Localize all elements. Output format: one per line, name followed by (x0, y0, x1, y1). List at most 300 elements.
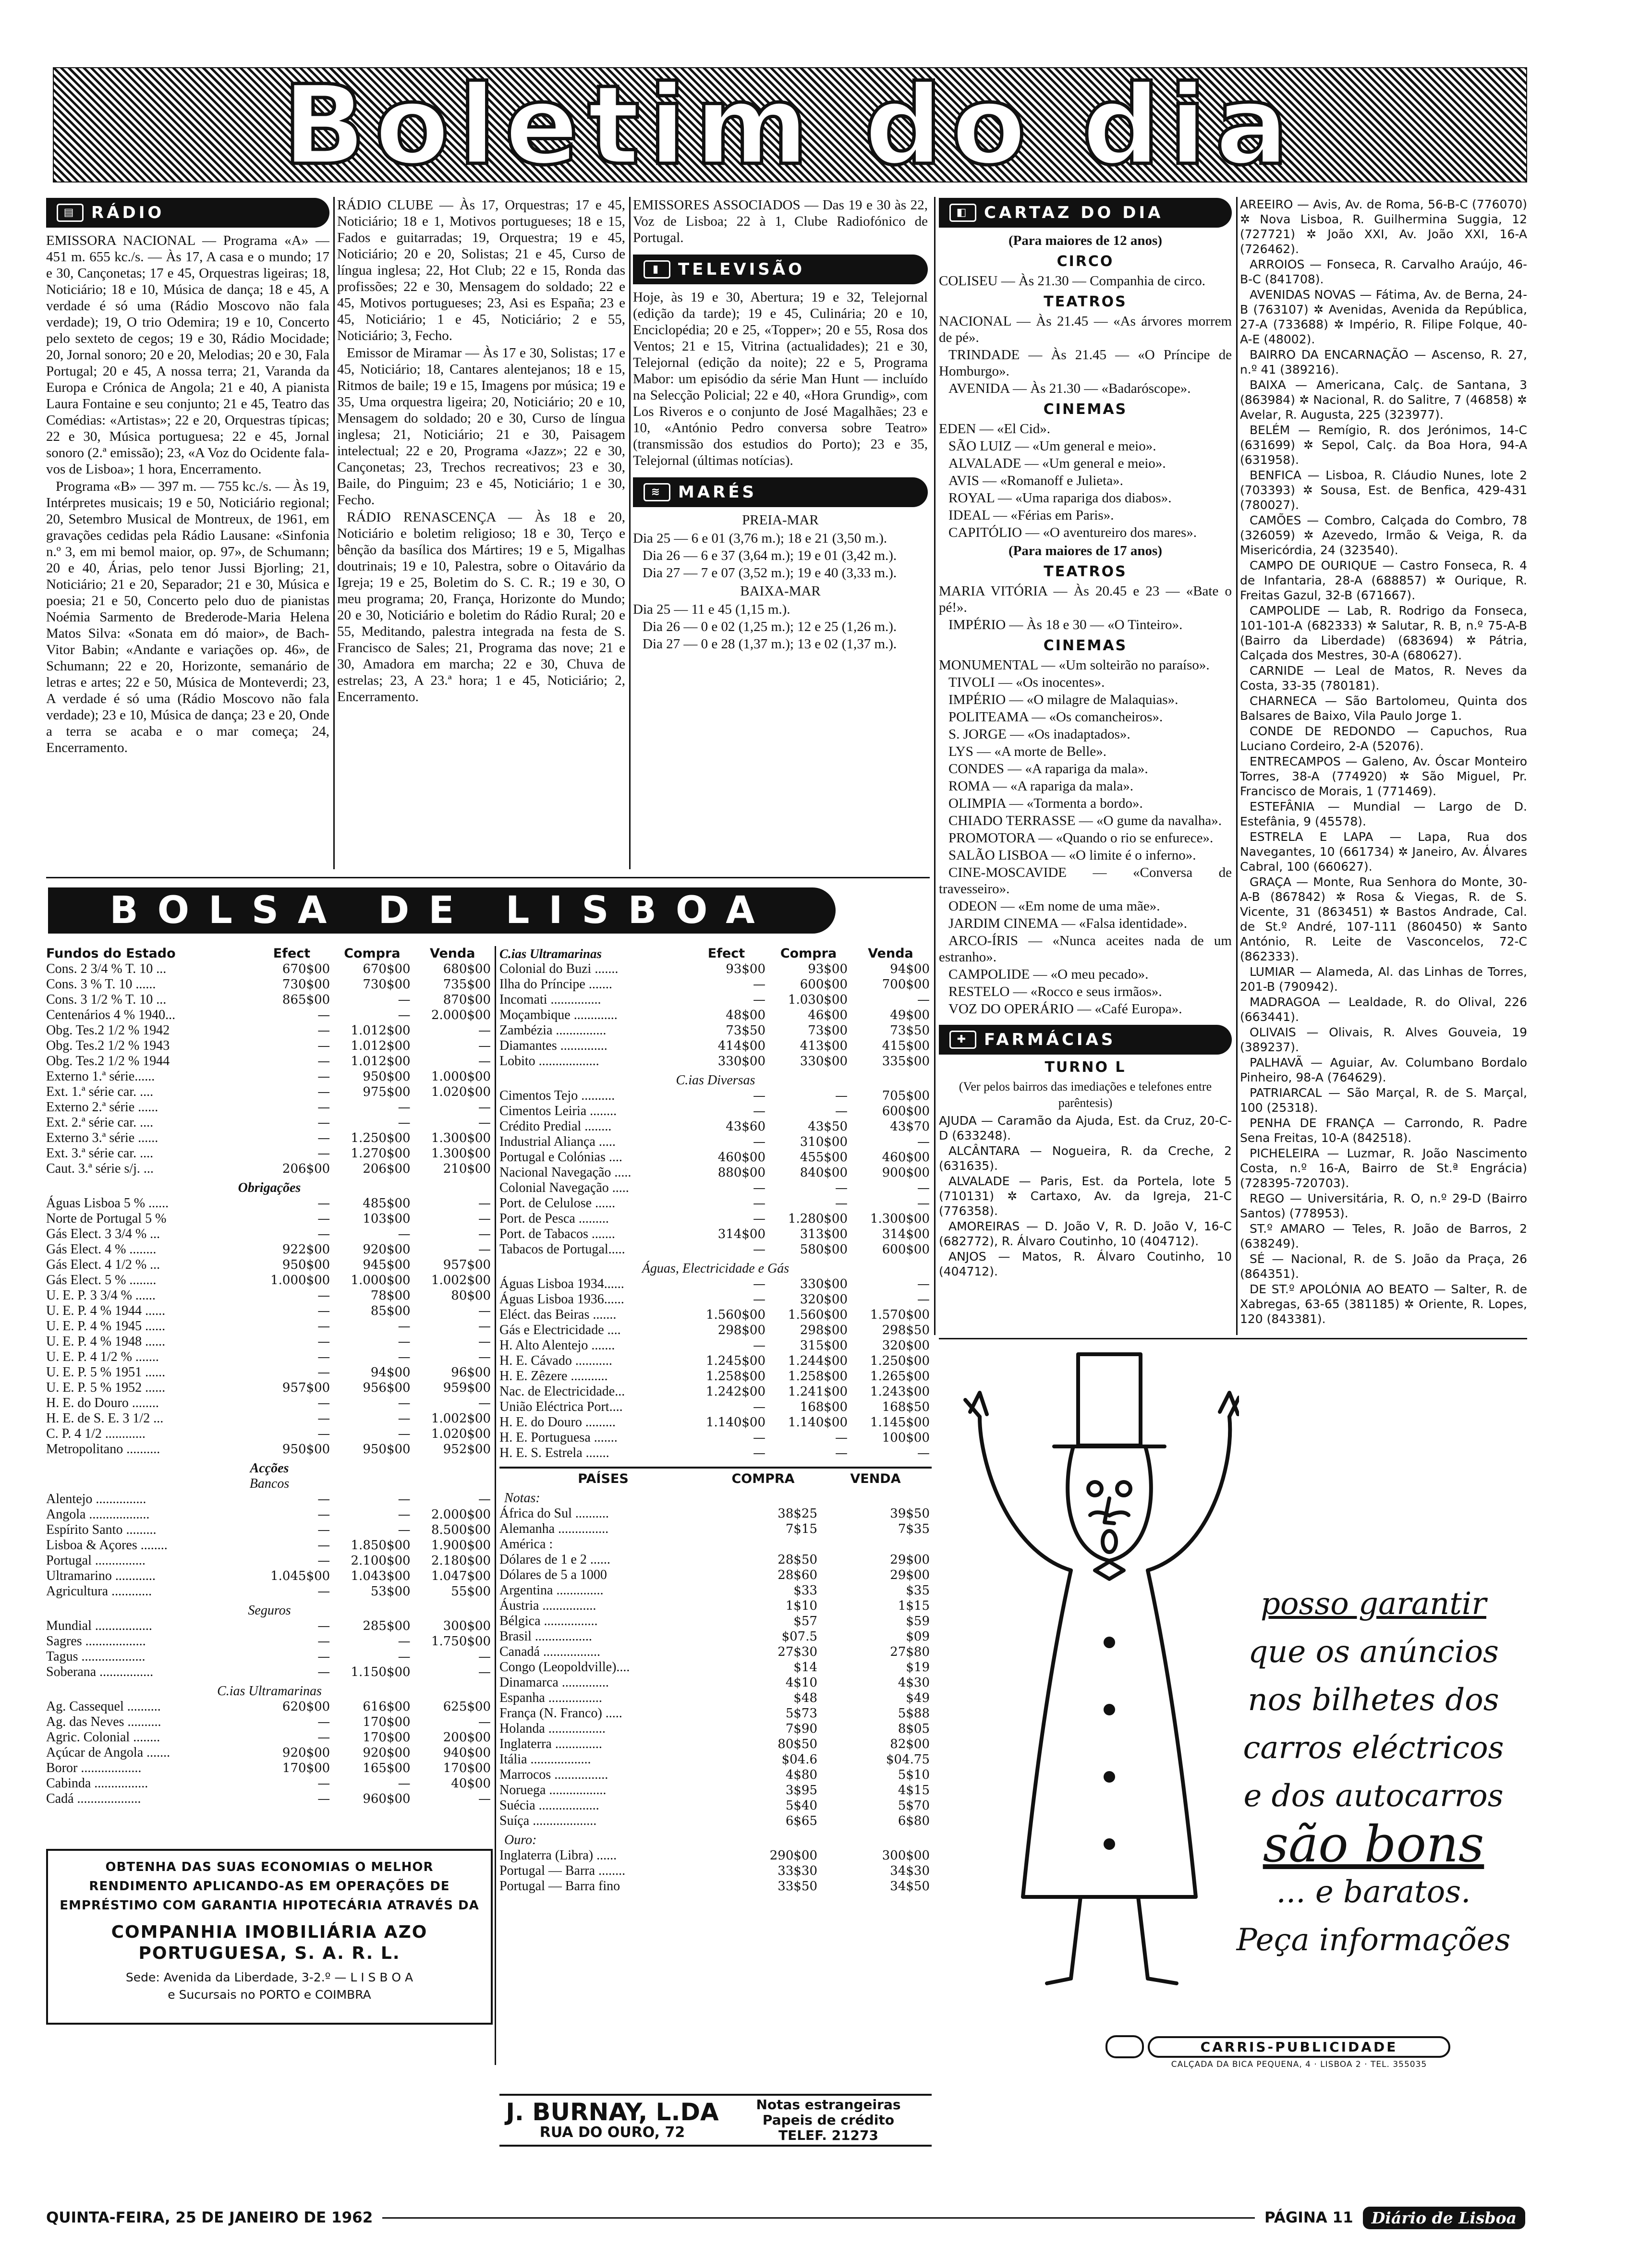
row-value: 950$00 (282, 1258, 330, 1272)
group-subheading: Ouro: (504, 1833, 537, 1847)
col-compra: COMPRA (731, 1471, 795, 1486)
row-value: 1.300$00 (431, 1131, 491, 1145)
listing: SÃO LUIZ — «Um general e meio». (948, 438, 1156, 454)
row-value: — (317, 1008, 330, 1022)
col-ultramarinas: C.ias Ultramarinas (499, 947, 602, 961)
row-value: — (317, 1492, 330, 1506)
row-value: — (835, 1089, 848, 1103)
row-value: — (835, 1446, 848, 1460)
row-value: 415$00 (882, 1039, 930, 1053)
table-row (499, 1675, 932, 1690)
row-value: 315$00 (800, 1338, 848, 1353)
listing: CAMPOLIDE — «O meu pecado». (948, 967, 1149, 982)
row-value: — (317, 1319, 330, 1334)
row-value: 1.244$00 (788, 1354, 848, 1368)
row-label: Ext. 1.ª série car. .... (46, 1084, 154, 1099)
row-label: Obg. Tes.2 1/2 % 1944 (46, 1054, 170, 1069)
row-value: 950$00 (282, 1442, 330, 1457)
table-row (499, 1767, 932, 1783)
row-label: Gás Elect. 4 1/2 % ... (46, 1257, 160, 1272)
mares-header-label: MARÉS (678, 483, 757, 502)
listing: OLIMPIA — «Tormenta a bordo». (948, 796, 1143, 811)
row-value: 1.258$00 (788, 1369, 848, 1384)
row-label: Colonial Navegação ..... (499, 1180, 629, 1195)
slogan-line: Peça informações (1236, 1922, 1511, 1958)
radio-paragraph: RÁDIO CLUBE — Às 17, Orquestras; 17 e 45, Noticiário; 18 e 1, Motivos portugueses; 18 e 15, Fados e guitarradas; 19, Orquestra; 19 e 45, Noticiário; 20 e 20, Solistas; 21 e 45, Curso de língua inglesa; 22, Hot Club; 22 e 15, Ronda das profissões; 22 e 30, Mensagem do soldado; 22 e 45, Motivos portugueses; 23, Asi es España; 23 e 45, Noticiário; 1 e 45, Noticiário; 2 e 55, Noticiário; 3, Fecho. (337, 197, 625, 343)
row-value: 40$00 (451, 1776, 491, 1791)
radio-column-2 (337, 197, 625, 869)
row-value: 950$00 (363, 1069, 411, 1084)
row-value: — (317, 1584, 330, 1599)
table-row (499, 1537, 932, 1552)
row-value: 4$80 (785, 1768, 817, 1782)
row-value: — (478, 1023, 491, 1038)
table-row (499, 1104, 932, 1119)
row-value: $49 (906, 1691, 930, 1705)
row-value: — (398, 1523, 411, 1537)
table-row (499, 1038, 932, 1054)
row-value: 29$00 (890, 1568, 930, 1582)
row-label: Ag. Cassequel .......... (46, 1699, 161, 1714)
cartaz-header-label: CARTAZ DO DIA (984, 203, 1164, 222)
row-label: Itália .................. (499, 1752, 591, 1767)
row-label: Boror .................. (46, 1761, 142, 1775)
row-value: — (317, 1335, 330, 1349)
row-value: 38$25 (777, 1506, 817, 1521)
col-venda: VENDA (850, 1471, 901, 1486)
row-value: 840$00 (800, 1166, 848, 1180)
column-rule (495, 946, 496, 2065)
row-value: 1.242$00 (705, 1385, 765, 1399)
burnay-name: J. BURNAY, L.DA (506, 2098, 719, 2126)
slogan-line: carros eléctricos (1243, 1730, 1504, 1766)
row-value: 865$00 (282, 993, 330, 1007)
table-row (46, 961, 493, 977)
age-note: (Para maiores de 12 anos) (1008, 233, 1163, 248)
row-value: — (478, 1100, 491, 1115)
footer-paper-logo: Diário de Lisboa (1363, 2207, 1525, 2229)
table-row (499, 1813, 932, 1829)
row-value: — (835, 1181, 848, 1195)
pharmacy-item: PICHELEIRA — Luzmar, R. João Nascimento Costa, n.º 16-A, Bairro de St.ª Engrácia) (728395-720703). (1240, 1146, 1527, 1190)
row-value: — (317, 1715, 330, 1729)
pharmacy-item: BAIXA — Americana, Calç. de Santana, 3 (863984) ✲ Nacional, R. do Salitre, 7 (46858) ✲ Avelar, R. Augusta, 225 (323977). (1240, 378, 1527, 422)
row-label: Cadá ................... (46, 1791, 141, 1806)
row-value: $33 (793, 1583, 817, 1598)
listing: TIVOLI — «Os inocentes». (948, 675, 1105, 690)
row-value: 206$00 (363, 1162, 411, 1176)
table-row (46, 1553, 493, 1568)
bolsa-table-ultramarinas (499, 946, 932, 1461)
row-value: 455$00 (800, 1150, 848, 1165)
radio-icon: ▤ (57, 204, 84, 222)
row-value: 1.045$00 (270, 1569, 330, 1583)
listing: ROMA — «A rapariga da mala». (948, 778, 1133, 794)
tide-line: Dia 25 — 6 e 01 (3,76 m.); 18 e 21 (3,50 m.). (633, 531, 887, 546)
row-value: 170$00 (363, 1730, 411, 1745)
row-value: 625$00 (443, 1700, 491, 1714)
row-value: — (317, 1365, 330, 1380)
row-label: H. E. de S. E. 3 1/2 ... (46, 1411, 164, 1426)
row-value: 5$88 (898, 1706, 930, 1721)
row-value: 900$00 (882, 1166, 930, 1180)
row-value: — (317, 1730, 330, 1745)
row-value: — (478, 1665, 491, 1679)
row-label: Açúcar de Angola ....... (46, 1745, 170, 1760)
row-value: 28$60 (777, 1568, 817, 1582)
row-value: 210$00 (443, 1162, 491, 1176)
row-value: — (917, 1135, 930, 1149)
table-row (46, 1257, 493, 1273)
table-row (46, 1618, 493, 1634)
row-value: 1.000$00 (431, 1069, 491, 1084)
radio-paragraph: EMISSORES ASSOCIADOS — Das 19 e 30 às 22, Voz de Lisboa; 22 à 1, Clube Radiofónico de Portugal. (633, 197, 928, 245)
row-value: 200$00 (443, 1730, 491, 1745)
row-value: 1.020$00 (431, 1085, 491, 1099)
row-value: — (317, 1085, 330, 1099)
radio-paragraph: Emissor de Miramar — Às 17 e 30, Solistas; 17 e 45, Noticiário; 18, Cantares alentejanos; 18 e 15, Ritmos de baile; 19 e 15, Imagens por música; 19 e 35, Uma orquestra ligeira; 20, Noticiário; 20 e 10, Mensagem do soldado; 20 e 30, Curso de língua inglesa; 21, Noticiário; 21 e 30, Paisagem intelectual; 22 e 20, Programa «Jazz»; 22 e 30, Cançonetas; 23, Trechos recreativos; 23 e 30, Baile, do Pinguim; 23 e 45, Noticiário; 1 e 30, Fecho. (337, 345, 625, 508)
row-value: — (753, 1277, 765, 1291)
pharmacy-item: AREEIRO — Avis, Av. de Roma, 56-B-C (776070) ✲ Nova Lisboa, R. Guilhermina Suggia, 12 (727721) ✲ João XXI, Av. João XXI, 16-A (726462). (1240, 197, 1527, 256)
row-value: 103$00 (363, 1212, 411, 1226)
row-value: 285$00 (363, 1619, 411, 1633)
row-value: 1.145$00 (870, 1415, 930, 1430)
row-value: — (917, 993, 930, 1007)
row-value: — (317, 1023, 330, 1038)
row-value: 27$80 (890, 1645, 930, 1659)
row-value: 1.000$00 (351, 1273, 411, 1287)
row-value: — (398, 1350, 411, 1364)
row-label: América : (499, 1537, 553, 1552)
cartaz-header (939, 198, 1232, 228)
row-label: Cabinda ................ (46, 1776, 148, 1791)
row-value: — (917, 1277, 930, 1291)
table-row (499, 1227, 932, 1242)
row-value: 55$00 (451, 1584, 491, 1599)
pharmacy-item: CONDE DE REDONDO — Capuchos, Rua Luciano Cordeiro, 2-A (52076). (1240, 724, 1527, 753)
row-label: Externo 2.ª série ...... (46, 1100, 158, 1115)
col-fundos: Fundos do Estado (46, 946, 176, 961)
col-compra: Compra (344, 946, 401, 961)
row-value: 940$00 (443, 1746, 491, 1760)
carris-slogan (1220, 1580, 1527, 1964)
pharmacy-item: ESTRELA E LAPA — Lapa, Rua dos Navegantes, 10 (661734) ✲ Janeiro, Av. Álvares Cabral, 100 (660627). (1240, 830, 1527, 874)
row-value: 5$10 (898, 1768, 930, 1782)
row-value: 6$65 (785, 1814, 817, 1828)
row-value: 705$00 (882, 1089, 930, 1103)
row-label: Águas Lisboa 1934...... (499, 1276, 624, 1291)
row-value: 2.100$00 (351, 1554, 411, 1568)
preia-mar-label: PREIA-MAR (742, 512, 819, 528)
table-row (46, 1023, 493, 1038)
table-row (46, 1776, 493, 1791)
row-value: 870$00 (443, 993, 491, 1007)
tv-header-label: TELEVISÃO (678, 260, 805, 279)
row-value: — (398, 1396, 411, 1410)
footer-rule (382, 2217, 1255, 2219)
row-value: — (398, 1427, 411, 1441)
row-label: Port. de Pesca ......... (499, 1211, 609, 1226)
row-value: 290$00 (769, 1848, 817, 1863)
listing: ROYAL — «Uma rapariga dos diabos». (948, 490, 1172, 506)
listing: ALVALADE — «Um general e meio». (948, 456, 1166, 471)
listing: IMPÉRIO — «O milagre de Malaquias». (948, 692, 1178, 707)
row-value: 1.300$00 (431, 1146, 491, 1161)
row-value: $57 (793, 1614, 817, 1628)
row-value: 170$00 (282, 1761, 330, 1775)
row-value: — (835, 1196, 848, 1211)
row-value: 620$00 (282, 1700, 330, 1714)
row-value: 82$00 (890, 1737, 930, 1751)
table-row (46, 1100, 493, 1115)
row-value: $59 (906, 1614, 930, 1628)
row-value: 1.241$00 (788, 1385, 848, 1399)
row-value: $14 (793, 1660, 817, 1675)
row-value: 48$00 (726, 1008, 765, 1022)
row-value: 2.000$00 (431, 1008, 491, 1022)
row-value: 920$00 (363, 1746, 411, 1760)
row-value: 298$00 (800, 1323, 848, 1337)
azo-branches: e Sucursais no PORTO e COIMBRA (168, 1988, 371, 2002)
group-heading: Acções (250, 1461, 289, 1476)
table-row (46, 1396, 493, 1411)
table-row (46, 1522, 493, 1538)
listing: S. JORGE — «Os inadaptados». (948, 727, 1130, 742)
slogan-line: são bons (1263, 1815, 1484, 1873)
row-value: $48 (793, 1691, 817, 1705)
page-footer (46, 2203, 1525, 2232)
row-value: 413$00 (800, 1039, 848, 1053)
row-value: 952$00 (443, 1442, 491, 1457)
row-value: 1.002$00 (431, 1273, 491, 1287)
row-value: 1.258$00 (705, 1369, 765, 1384)
row-value: 957$00 (282, 1381, 330, 1395)
row-value: 8.500$00 (431, 1523, 491, 1537)
row-label: Gás Elect. 4 % ........ (46, 1242, 157, 1257)
row-label: Canadá ................. (499, 1644, 600, 1659)
listing: CHIADO TERRASSE — «O gume da navalha». (948, 813, 1222, 828)
pharmacy-item: SÉ — Nacional, R. de S. João da Praça, 26 (864351). (1240, 1252, 1527, 1281)
row-label: H. E. Portuguesa ....... (499, 1430, 618, 1445)
row-value: — (478, 1039, 491, 1053)
table-row (499, 1598, 932, 1614)
listing: ODEON — «Em nome de uma mãe». (948, 899, 1160, 914)
row-value: 730$00 (363, 977, 411, 992)
row-value: — (478, 1350, 491, 1364)
row-label: Lisboa & Açores ........ (46, 1538, 168, 1553)
pharmacy-item: REGO — Universitária, R. O, n.º 29-D (Bairro Santos) (778953). (1240, 1191, 1527, 1220)
row-value: — (753, 1431, 765, 1445)
table-row (499, 1430, 932, 1445)
radio-paragraph: RÁDIO RENASCENÇA — Às 18 e 20, Noticiário e boletim religioso; 18 e 30, Terço e bênção da basílica dos Mártires; 19 e 5, Migalhas doutrinais; 19 e 10, Palestra, sobre o Oitavário da Igreja; 19 e 25, Boletim do S. C. R.; 19 e 30, O meu programa; 20, França, Horizonte do Mundo; 20 e 30, Noticiário e boletim do Rádio Rural; 20 e 55, Meditando, palestra integrada na festa de S. Francisco de Sales; 21, Programa das nove; 21 e 30, Amadora em marcha; 22 e 30, Chuva de estrelas; 23, A 23.ª hora; 1 e 45, Noticiário; 2, Encerramento. (337, 510, 625, 704)
row-value: — (478, 1304, 491, 1318)
pharmacy-icon: ✚ (949, 1031, 976, 1049)
row-label: Dólares de 1 e 2 ...... (499, 1552, 610, 1567)
table-row (46, 1303, 493, 1319)
row-value: 3$95 (785, 1783, 817, 1797)
row-label: Cimentos Leiria ........ (499, 1104, 617, 1118)
row-label: C. P. 4 1/2 ............ (46, 1426, 146, 1441)
pharmacy-item: PENHA DE FRANÇA — Carrondo, R. Padre Sena Freitas, 10-A (842518). (1240, 1116, 1527, 1145)
table-row (46, 1334, 493, 1349)
col-efect: Efect (707, 946, 745, 961)
table-row (46, 1426, 493, 1442)
row-value: 1.043$00 (351, 1569, 411, 1583)
table-row (499, 1119, 932, 1134)
table-row (46, 992, 493, 1008)
row-value: — (317, 1665, 330, 1679)
table-row (46, 1084, 493, 1100)
row-value: — (317, 1619, 330, 1633)
pharmacy-item: ANJOS — Matos, R. Álvaro Coutinho, 10 (404712). (939, 1250, 1232, 1278)
row-value: 313$00 (800, 1227, 848, 1241)
table-row (46, 1319, 493, 1334)
row-value: — (317, 1538, 330, 1553)
tide-line: Dia 26 — 6 e 37 (3,64 m.); 19 e 01 (3,42 m.). (643, 548, 897, 563)
listing: AVIS — «Romanoff e Julieta». (948, 473, 1123, 488)
row-value: — (398, 1008, 411, 1022)
row-value: 300$00 (443, 1619, 491, 1633)
row-value: 1.265$00 (870, 1369, 930, 1384)
row-label: Tagus ................... (46, 1649, 146, 1664)
tv-column (633, 197, 928, 869)
row-label: Obg. Tes.2 1/2 % 1942 (46, 1023, 170, 1038)
radio-paragraph: Programa «B» — 397 m. — 755 kc./s. — Às 19, Intérpretes musicais; 19 e 50, Noticiário regional; 20, Setembro Musical de Montreux, de 1961, em gravações cedidas pela Rádio Lausane: «Sinfonia n.º 3, em mi bemol maior, op. 97», de Schumann; 20 e 40, Árias, pelo tenor Jussi Bjorling; 21, Noticiário; 21 e 20, Separador; 21 e 30, Música e poesia; 21 e 50, Concerto pelo duo de pianistas Noémia Sarmento de Brederode-Maria Helena Matos Silva: «Sonata em dó maior», de Bach-Vitor Babin; «Andante e variações op. 46», de Schumann; 22 e 20, Horizonte, semanário de letras e artes; 22 e 50, Música de Monteverdi; 23, A verdade é só uma (Rádio Moscovo não fala verdade); 23 e 10, Música de dança; 23 e 20, Onde a terra se acaba e o mar começa; 24, Encerramento. (46, 479, 329, 755)
row-label: África do Sul .......... (499, 1506, 609, 1521)
group-subheading: Seguros (248, 1603, 291, 1618)
masthead-title: Boletim do dia (282, 67, 1298, 182)
pharmacy-item: MADRAGOA — Lealdade, R. do Olival, 226 (663441). (1240, 995, 1527, 1024)
row-value: 959$00 (443, 1381, 491, 1395)
table-row (499, 1088, 932, 1104)
row-value: — (317, 1100, 330, 1115)
row-value: 600$00 (800, 977, 848, 992)
pharmacy-item: GRAÇA — Monte, Rua Senhora do Monte, 30-A-B (867842) ✲ Rosa & Viegas, R. de S. Vicente, 31 (863451) ✲ Bastos Andrade, Cal. de St.º André, 107-111 (860450) ✲ Santo António, R. Leite de Vasconcelos, 72-C (862333). (1240, 875, 1527, 963)
row-value: — (317, 1396, 330, 1410)
row-value: 100$00 (882, 1431, 930, 1445)
table-row (499, 1583, 932, 1598)
row-label: Suíça ................... (499, 1813, 597, 1828)
table-row (46, 1699, 493, 1714)
mares-header (633, 477, 928, 507)
row-value: 29$00 (890, 1553, 930, 1567)
row-value: 1.300$00 (870, 1212, 930, 1226)
cinemas-heading: CINEMAS (1043, 401, 1128, 418)
table-row (499, 1629, 932, 1644)
row-label: Agricultura ............ (46, 1584, 152, 1599)
row-value: — (478, 1196, 491, 1211)
listing: LYS — «A morte de Belle». (948, 744, 1106, 759)
row-value: 1.850$00 (351, 1538, 411, 1553)
row-value: — (917, 1446, 930, 1460)
row-label: Portugal — Barra ........ (499, 1863, 626, 1878)
row-value: 28$50 (777, 1553, 817, 1567)
row-label: U. E. P. 5 % 1952 ...... (46, 1380, 166, 1395)
row-value: 33$50 (777, 1879, 817, 1894)
row-value: 7$35 (898, 1522, 930, 1536)
row-value: 7$15 (785, 1522, 817, 1536)
table-row (46, 1069, 493, 1084)
table-row (499, 1369, 932, 1384)
row-value (707, 1537, 819, 1552)
row-value: 168$50 (882, 1400, 930, 1414)
row-label: Águas Lisboa 1936...... (499, 1292, 624, 1307)
row-value: 49$00 (890, 1008, 930, 1022)
row-label: Centenários 4 % 1940... (46, 1008, 176, 1022)
pharmacy-item: BENFICA — Lisboa, R. Cláudio Nunes, lote 2 (703393) ✲ Sousa, Est. de Benfica, 429-431 (780027). (1240, 468, 1527, 512)
table-row (46, 1349, 493, 1365)
row-value: 2.180$00 (431, 1554, 491, 1568)
circo-heading: CIRCO (1057, 253, 1114, 270)
listing: AVENIDA — Às 21.30 — «Badaróscope». (948, 381, 1191, 396)
row-value: 320$00 (882, 1338, 930, 1353)
row-value: — (478, 1650, 491, 1664)
row-value: $09 (906, 1629, 930, 1644)
row-value: — (835, 1104, 848, 1118)
row-value: — (398, 1776, 411, 1791)
row-label: Crédito Predial ........ (499, 1119, 612, 1134)
listing: NACIONAL — Às 21.45 — «As árvores morrem de pé». (939, 314, 1232, 345)
row-value: 600$00 (882, 1104, 930, 1118)
row-value: 957$00 (443, 1258, 491, 1272)
col-compra: Compra (780, 946, 837, 961)
pharmacy-item: PALHAVÃ — Aguiar, Av. Columbano Bordalo Pinheiro, 98-A (764629). (1240, 1056, 1527, 1084)
table-row (499, 1384, 932, 1399)
footer-date: QUINTA-FEIRA, 25 DE JANEIRO DE 1962 (46, 2209, 373, 2226)
table-row (499, 1292, 932, 1307)
table-row (499, 1180, 932, 1196)
pharmacy-item: CHARNECA — São Bartolomeu, Quinta dos Balsares de Baixo, Vila Paulo Jorge 1. (1240, 694, 1527, 723)
listing: MARIA VITÓRIA — Às 20.45 e 23 — «Bate o pé!». (939, 583, 1232, 615)
table-row (499, 1445, 932, 1461)
row-label: Portugal e Colónias .... (499, 1150, 622, 1165)
table-row (499, 1752, 932, 1767)
row-value: 1.250$00 (870, 1354, 930, 1368)
row-label: Nac. de Electricidade... (499, 1384, 625, 1399)
row-value: — (753, 1400, 765, 1414)
row-value: — (317, 1776, 330, 1791)
listing: ARCO-ÍRIS — «Nunca aceites nada de um estranho». (939, 933, 1232, 965)
row-value: $04.6 (781, 1752, 817, 1767)
cartaz-column (939, 197, 1232, 1335)
row-value: 85$00 (370, 1304, 411, 1318)
row-value: 1.560$00 (705, 1308, 765, 1322)
row-value: 314$00 (717, 1227, 765, 1241)
row-label: Bélgica ................ (499, 1614, 598, 1628)
row-value: 34$50 (890, 1879, 930, 1894)
pharmacy-item: CAMÕES — Combro, Calçada do Combro, 78 (326059) ✲ Azevedo, Irmão & Veiga, R. da Misericórdia, 24 (323540). (1240, 513, 1527, 557)
row-label: Agric. Colonial ........ (46, 1730, 160, 1745)
tide-line: Dia 26 — 0 e 02 (1,25 m.); 12 e 25 (1,26 m.). (643, 619, 897, 634)
row-label: Externo 3.ª série ...... (46, 1130, 158, 1145)
table-row (46, 1242, 493, 1257)
table-row (46, 1745, 493, 1761)
row-label: H. Alto Alentejo ....... (499, 1338, 615, 1353)
pharmacy-item: CARNIDE — Leal de Matos, R. Neves da Costa, 33-35 (780181). (1240, 664, 1527, 692)
row-value: 730$00 (282, 977, 330, 992)
row-value: 1.012$00 (351, 1039, 411, 1053)
row-label: Áustria ................ (499, 1598, 596, 1613)
listing: IDEAL — «Férias em Paris». (948, 508, 1114, 523)
row-label: Argentina .............. (499, 1583, 604, 1598)
table-row (46, 977, 493, 992)
slogan-line: que os anúncios (1248, 1634, 1499, 1670)
col-venda: Venda (868, 946, 913, 961)
teatros-heading: TEATROS (1044, 563, 1127, 580)
row-label: Obg. Tes.2 1/2 % 1943 (46, 1038, 170, 1053)
row-value: — (317, 1650, 330, 1664)
row-value: 670$00 (363, 962, 411, 976)
